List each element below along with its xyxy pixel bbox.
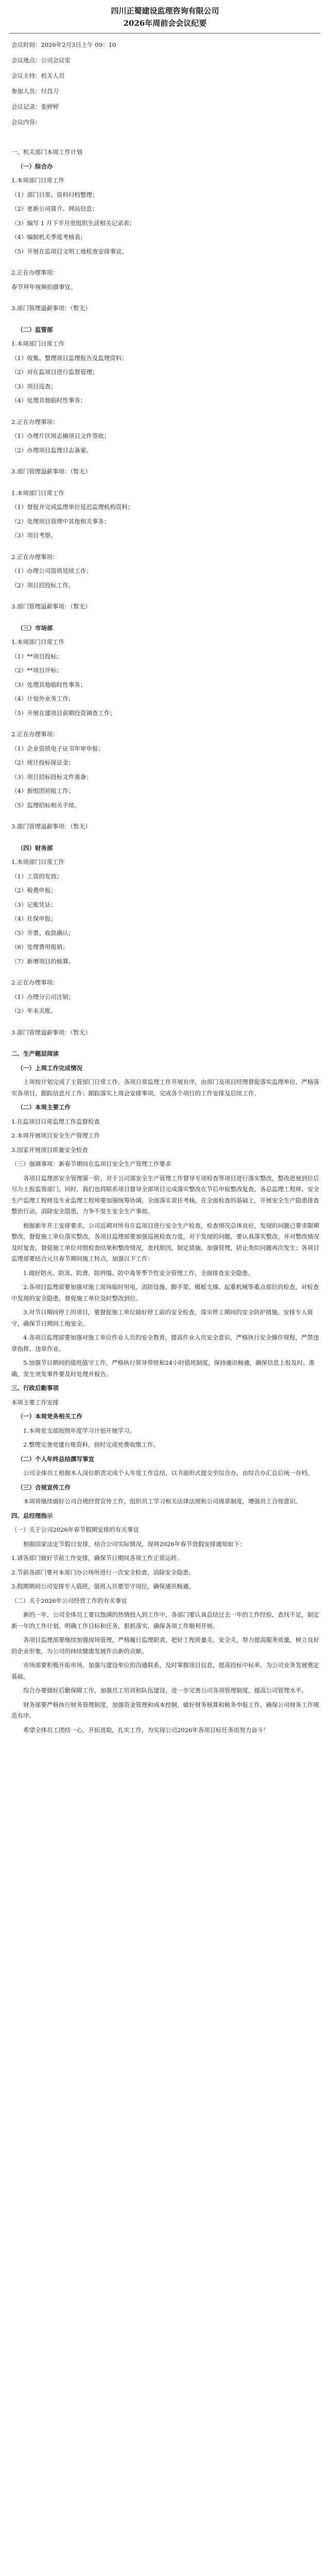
subsection-heading: （三）市场部 bbox=[17, 624, 53, 632]
paragraph: （2）项目招投标工作。 bbox=[11, 581, 75, 589]
paragraph: 1.本周部门日常工作 bbox=[11, 638, 64, 646]
paragraph: 1.本周部门日常工作 bbox=[11, 489, 64, 497]
paragraph: （1）办理公司资质延续工作； bbox=[11, 567, 92, 574]
spacer bbox=[11, 459, 319, 466]
meeting-recorder: 会议记录：张婷婷 bbox=[11, 103, 59, 110]
paragraph: （3）项目考察。 bbox=[11, 532, 57, 539]
paragraph: 2.正在办理事项： bbox=[11, 731, 59, 738]
paragraph: 1.本周部门日常工作 bbox=[11, 177, 64, 184]
paragraph: （4）社保申报； bbox=[11, 915, 57, 922]
paragraph: 1.在监项目日常监理工作监督检查 bbox=[11, 1117, 100, 1125]
paragraph: （1）办理分公司注销； bbox=[11, 993, 75, 1001]
paragraph: 各项目监理部安全管理第一阶，对于公司部安全生产管理工作督导专项检查等项目进行落实整改，整改进展到位后尽力上报监管部门，同时，我们也将联系项目督导全部项目完成落实整改在节后申报整改复查，各总监理工程师、安全生产监理工程师及专业监理工程师要加强统筹协调，全面落实责任考核，在全面检查的基础上，开展安全生产隐患排查整治行动，消除安全隐患，力争不发生安全生产事故。 bbox=[11, 1174, 319, 1215]
paragraph: （3）处理其他临时性事务； bbox=[11, 681, 86, 688]
paragraph: （4）计划外业务工作； bbox=[11, 695, 75, 702]
meeting-attendees: 参加人员：付昌刀 bbox=[11, 88, 59, 95]
paragraph: 3.国家开展项目质量安全检查 bbox=[11, 1146, 88, 1154]
paragraph: （1）企业资质电子证书年审申报； bbox=[11, 744, 104, 752]
paragraph: 3.对节日期间停工的项目，要督促施工单位做好停工前的安全检查，落实停工期间的安全防护措施，安排专人值守，确保节日期间工地安全。 bbox=[11, 1309, 313, 1327]
paragraph: （2）更新公司简介、网站信息； bbox=[11, 205, 98, 212]
paragraph: 2.整理完善党建台账资料，按时完成党费收缴工作。 bbox=[23, 1441, 159, 1448]
spacer bbox=[11, 260, 319, 267]
paragraph: （1）督促并完成监理单位延迟监理机构资料； bbox=[11, 503, 134, 511]
subsection-heading: （四）财务部 bbox=[17, 844, 53, 852]
paragraph: 1.请各部门做好节前工作安排，确保节日期间各项工作正常运转。 bbox=[11, 1554, 183, 1562]
paragraph: 市场部要积极开拓市场，加强与建设单位的沟通联系，及时掌握项目信息，提高投标中标率，为公司业务发展奠定基础。 bbox=[11, 1662, 319, 1680]
paragraph: 3.部门管理溢薪事项：（暂无） bbox=[11, 823, 91, 830]
paragraph: （1）收集、整理项目监理报告及监理资料； bbox=[11, 354, 128, 362]
paragraph: 1.本周部门日常工作 bbox=[11, 340, 64, 347]
spacer bbox=[11, 481, 319, 488]
section-heading: 二、生产题层阅读 bbox=[11, 1050, 59, 1057]
paragraph: （3）编写 1 月下半月党组织生活相关记录表； bbox=[11, 219, 135, 227]
spacer bbox=[11, 410, 319, 417]
paragraph: （1）办理片区周志摘项目文件签收； bbox=[11, 432, 110, 439]
subsection-heading: （一）上周工作完成情况 bbox=[17, 1064, 82, 1072]
paragraph: 2.本周开展项目安全生产管理工作 bbox=[11, 1132, 100, 1139]
paragraph: 一、机关部门本周工作计划 bbox=[11, 148, 82, 156]
paragraph: （3）项目巡查； bbox=[11, 382, 57, 390]
paragraph: 3.部门管理溢薪事项：（暂无） bbox=[11, 468, 91, 475]
meeting-content-label: 会议内容： bbox=[11, 118, 41, 126]
paragraph: 1.本周党支部按照年度学习计划开展学习。 bbox=[23, 1427, 135, 1434]
paragraph: 3.假期期间公司安排专人值班，值班人员要坚守岗位，确保通讯畅通。 bbox=[11, 1583, 195, 1590]
paragraph: 1.本周部门日常工作 bbox=[11, 858, 64, 866]
spacer bbox=[11, 545, 319, 552]
subsection-heading: （二）监管部 bbox=[17, 326, 53, 333]
paragraph: 4.各项目监理部要加强对施工单位作业人员的安全教育，提高作业人员安全意识，严格执行安全操作规程，严禁违章指挥、违章作业。 bbox=[11, 1334, 319, 1352]
paragraph: （2）对在监项目进行监督管理； bbox=[11, 368, 98, 376]
paragraph: （5）监理招标相关手续。 bbox=[11, 801, 80, 809]
subsection-heading: （二）本周主要工作 bbox=[17, 1104, 71, 1111]
paragraph: （3）项目招标投标文件准备； bbox=[11, 773, 92, 781]
spacer bbox=[11, 814, 319, 821]
paragraph: 2.节前各部门要对本部门办公场所进行一次安全检查，消除安全隐患。 bbox=[11, 1568, 195, 1576]
section-heading: 四、总经理指示 bbox=[11, 1512, 53, 1519]
spacer bbox=[11, 1020, 319, 1027]
paragraph: （1）**项目投标； bbox=[11, 652, 63, 660]
meeting-host: 会议主持：机关人员 bbox=[11, 72, 65, 79]
paragraph: 各项目监理部要继续加强现场管理，严格履行监理职责，把好工程质量关、安全关，努力提高服务质量，树立良好的企业形象，为公司的持续健康发展作出新的贡献。 bbox=[11, 1636, 319, 1655]
paragraph: （5）开票、收款确认； bbox=[11, 929, 75, 937]
paragraph: （2）税费申报； bbox=[11, 887, 57, 894]
paragraph: （6）处理费用报销； bbox=[11, 943, 68, 951]
paragraph: 上周按计划完成了主管部门日常工作，各项日常监理工作开展有序，由部门及项目经理督促落实监理单位、严格落实各项目，跟踪信息月工作；跟踪落实上周会安排事项，完成各个项目的工作安排及后续工作。 bbox=[11, 1078, 319, 1097]
company-name: 四川正蜀建设监理咨询有限公司 bbox=[111, 6, 219, 15]
paragraph: （2）统计投标保证金； bbox=[11, 759, 75, 766]
paragraph: （二）关于2026年公司经营工作的有关事宜 bbox=[11, 1597, 127, 1604]
paragraph: 本周主要工作安排 bbox=[11, 1398, 59, 1406]
paragraph: （1）工资的发放； bbox=[11, 872, 63, 880]
paragraph: （2）年末关账。 bbox=[11, 1007, 57, 1014]
meeting-meta bbox=[11, 37, 320, 130]
paragraph: （5）开展在建项目前期投资调查工作； bbox=[11, 709, 116, 717]
document-title: 2026年周前会会议纪要 bbox=[123, 19, 207, 28]
paragraph: （三）强调事项：新春节期间在监项目安全生产管理工作要求 bbox=[11, 1160, 171, 1167]
paragraph: （2）处理项目管理中其他相关事务； bbox=[11, 517, 110, 525]
subsection-heading: （二）个人年终总结撰写事宜 bbox=[17, 1455, 94, 1463]
minutes-body bbox=[11, 147, 319, 1739]
paragraph: （4）新组团初报工作； bbox=[11, 787, 75, 794]
paragraph: 根据国家法定节假日安排，结合公司实际情况，现将2026年春节放假安排通知如下： bbox=[23, 1540, 246, 1548]
meeting-place: 会议地点：公司会议室 bbox=[11, 57, 71, 64]
paragraph: 新的一年，公司全体员工要以饱满的热情投入到工作中，各部门要认真总结过去一年的工作经验，查找不足，制定新一年的工作计划，明确工作目标和任务，狠抓落实，确保各项工作顺利开展。 bbox=[11, 1611, 319, 1630]
spacer bbox=[11, 296, 319, 303]
paragraph: 3.部门管理溢薪事项：（暂无） bbox=[11, 1028, 91, 1036]
section-heading: 三、行政后勤事项 bbox=[11, 1384, 59, 1392]
paragraph: 2.各项目监理部要加强对施工现场临时用电、消防设施、脚手架、模板支撑、起重机械等重点部位的检查，对检查中发现的安全隐患，督促施工单位及时整改到位。 bbox=[11, 1283, 319, 1302]
spacer bbox=[11, 317, 319, 325]
paragraph: 希望全体员工团结一心，开拓进取，扎实工作，为实现公司2026年各项目标任务而努力奋斗！ bbox=[23, 1726, 269, 1734]
paragraph: 2.正在办理事项： bbox=[11, 979, 59, 986]
paragraph: 根据新年开工安排要求，公司近期对所有在监项目进行安全生产检查，检查情况总体良好，发现的问题已要求限期整改，督促施工单位落实整改，各项目监理部要加强巡视检查力度，对于发现的问题，要认真落实整改，并对整改情况及时复查，督促施工单位对照检查结果和整改情况，查找原因，制定措施，加强管理，防止类似问题再次发生；各项目监理部要结合元旦春节期间施工特点，加强以下工作： bbox=[11, 1222, 319, 1262]
paragraph: 2.正在办理事项： bbox=[11, 418, 59, 426]
paragraph: 综合办要做好后勤保障工作，加强员工培训和队伍建设，进一步完善公司各项管理制度，提高公司管理水平。 bbox=[23, 1687, 307, 1694]
spacer bbox=[11, 836, 319, 843]
paragraph: 3.部门管理溢薪事项：（暂无） bbox=[11, 304, 91, 312]
paragraph: （4）处理其他临时性事务； bbox=[11, 397, 86, 404]
meeting-time: 会议时间：2026年2月3日上午 09：10 bbox=[11, 41, 116, 48]
paragraph: （1）部门日常、资料归档整理； bbox=[11, 191, 98, 198]
subsection-heading: （一）本周党务相关工作 bbox=[17, 1413, 82, 1420]
paragraph: （4）编制机关季度考核表； bbox=[11, 233, 86, 241]
paragraph: 2.正在办理事项： bbox=[11, 553, 59, 561]
paragraph: 财务部要严格执行财务管理制度，加强资金管理和成本控制，做好财务核算和税务申报工作，确保公司财务工作规范有序。 bbox=[11, 1701, 319, 1719]
subsection-heading: （一）综合办 bbox=[17, 162, 53, 170]
spacer bbox=[11, 722, 319, 729]
paragraph: （一）关于公司2026年春节假期安排的有关事宜 bbox=[11, 1526, 139, 1533]
spacer bbox=[11, 594, 319, 601]
paragraph: 1.做好防火、防冻、防滑、防坍塌、防中毒等季节性安全管理工作，全面排查安全隐患。 bbox=[23, 1269, 254, 1277]
paragraph: 3.部门管理溢薪事项：（暂无） bbox=[11, 603, 91, 610]
spacer bbox=[11, 970, 319, 977]
spacer bbox=[11, 1041, 319, 1048]
spacer bbox=[11, 616, 319, 623]
paragraph: 春节拜年视频拍摄事宜。 bbox=[11, 283, 77, 291]
paragraph: 公司全体员工根据本人岗位职责完成个人年度工作总结，以书面形式提交至综合办，由综合办汇总后统一存档。 bbox=[23, 1469, 314, 1477]
paragraph: 2.正在办理事项： bbox=[11, 269, 59, 276]
paragraph: （3）记账凭证； bbox=[11, 901, 57, 908]
paragraph: （5）开展在监项目文明工地检查安排事宜。 bbox=[11, 247, 128, 255]
paragraph: 5.加强节日期间的值班值守工作，严格执行领导带班和24小时值班制度，保持通讯畅通，确保信息上报及时、准确，发生突发事件要及时处理并报告。 bbox=[11, 1359, 315, 1378]
subsection-heading: （三）合规宣传工作 bbox=[17, 1483, 71, 1491]
paragraph: （2）**项目评标； bbox=[11, 667, 63, 674]
paragraph: 本周将继续做好公司合规经营宣传工作，组织员工学习相关法律法规和公司规章制度，增强员工合规意识。 bbox=[23, 1498, 302, 1505]
paragraph: （2）办理项目监理日志备案。 bbox=[11, 446, 92, 454]
paragraph: （7）新增项目的核算。 bbox=[11, 957, 75, 965]
